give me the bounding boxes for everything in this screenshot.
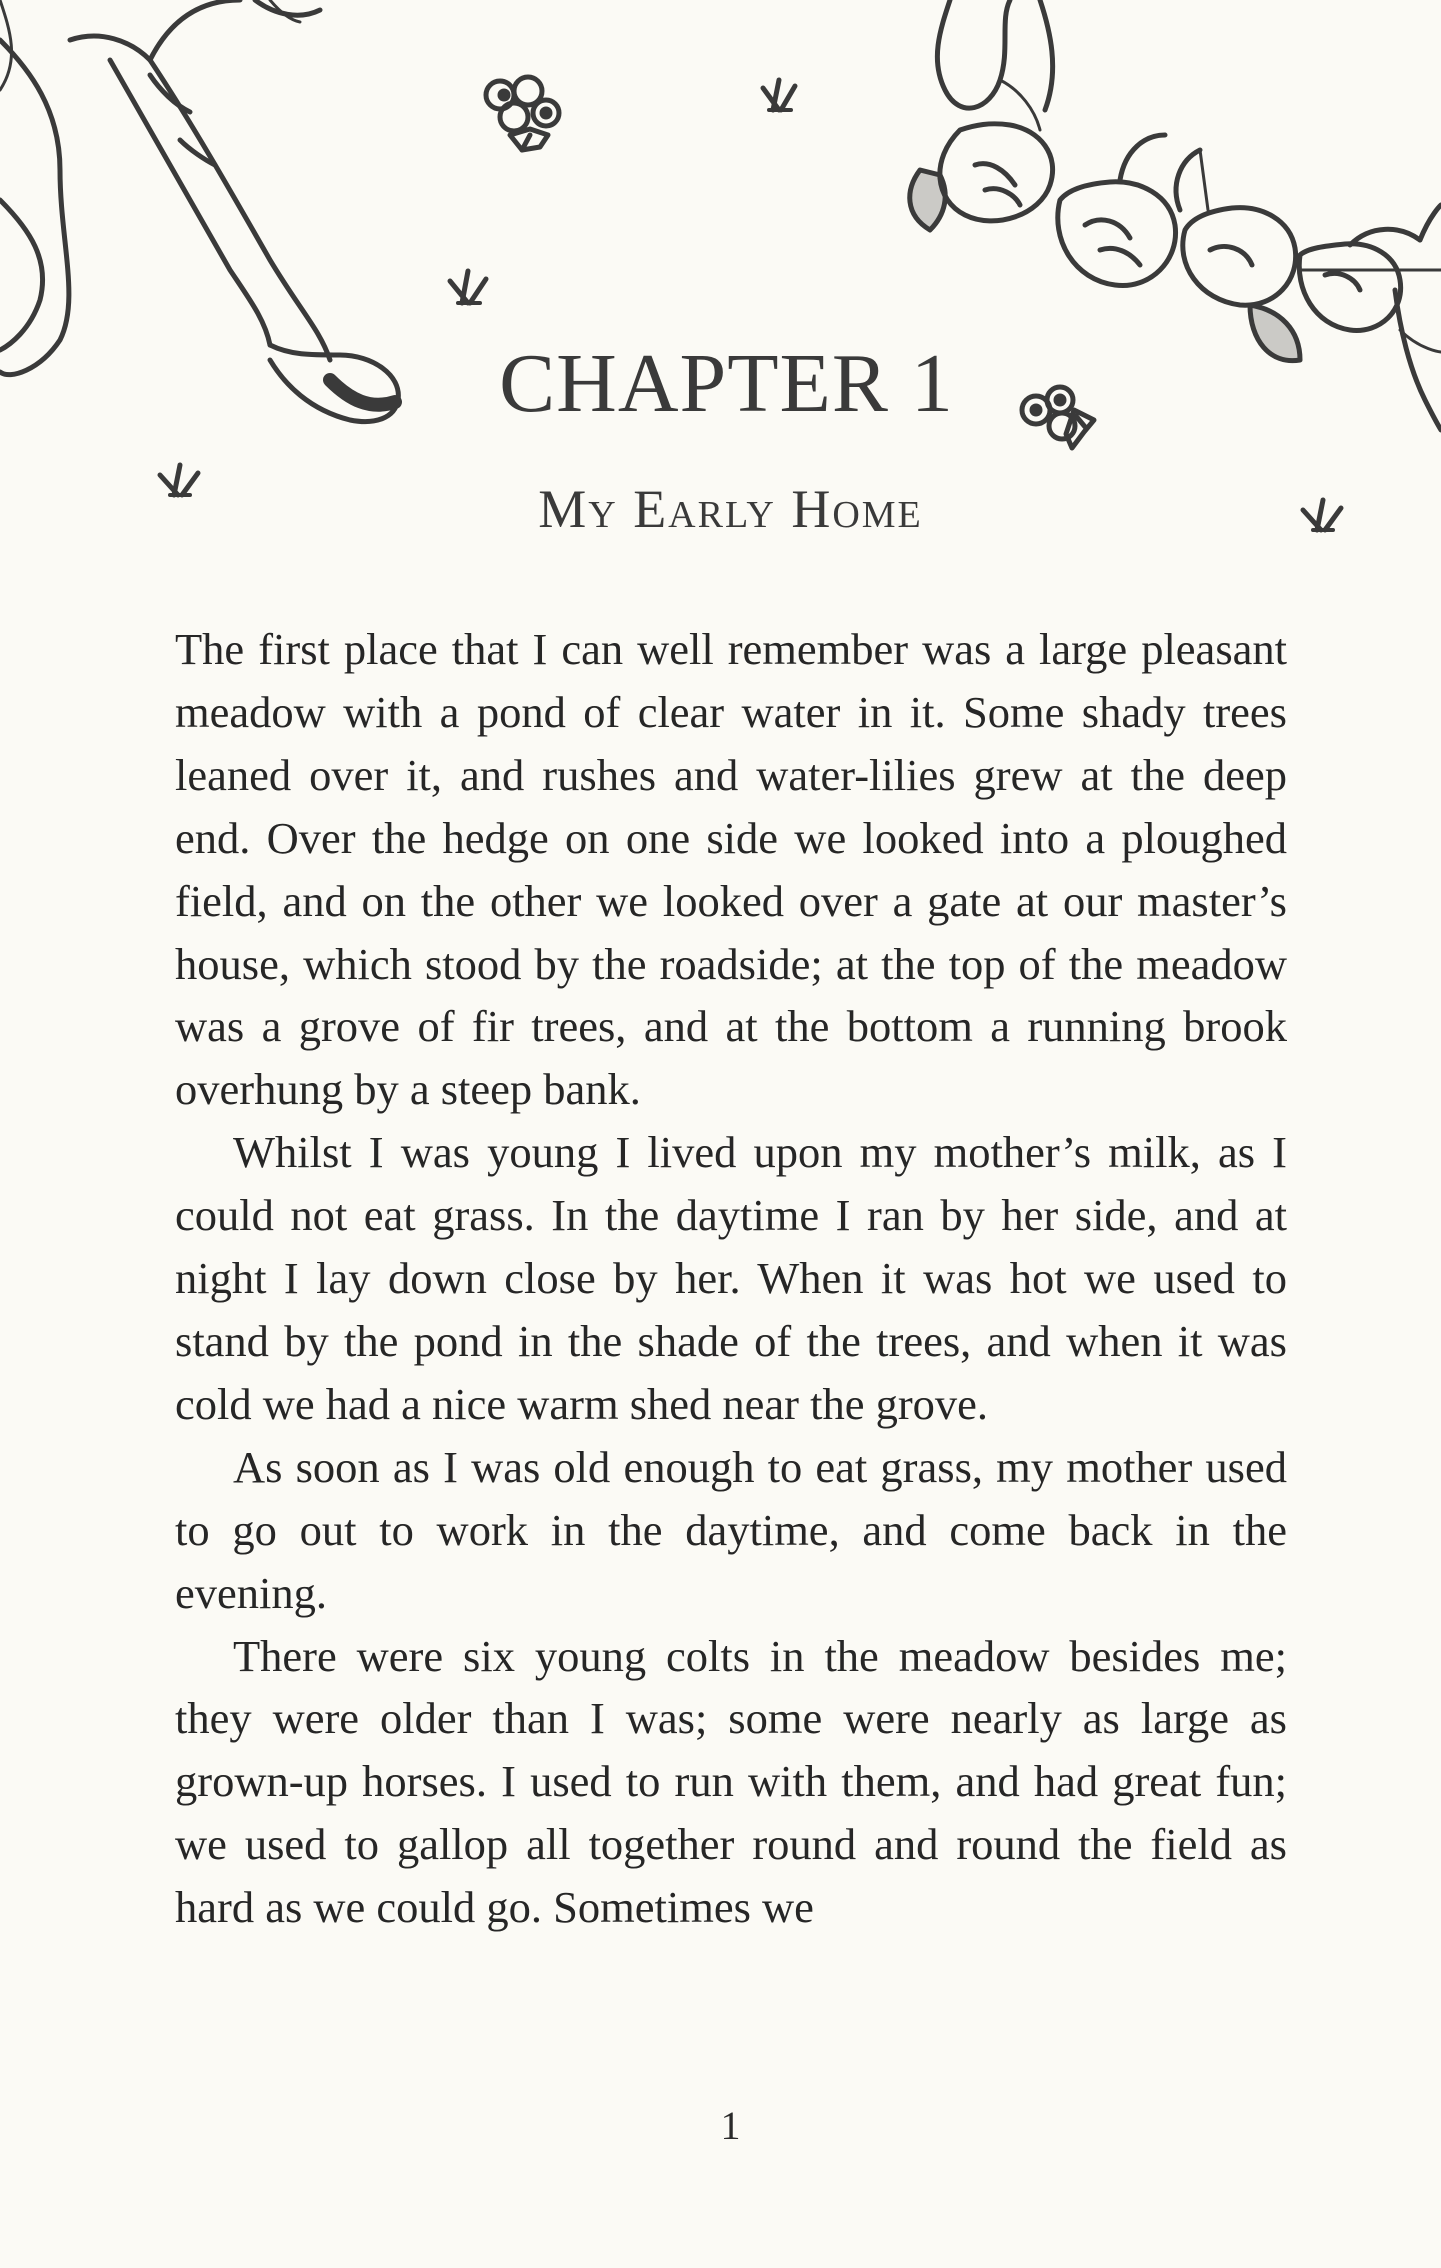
flower-icon bbox=[486, 77, 559, 150]
grass-tuft-icon bbox=[763, 80, 795, 110]
chapter-heading-text: CHAPTER 1 bbox=[499, 337, 954, 430]
grass-tuft-icon bbox=[450, 271, 486, 303]
body-text bbox=[175, 618, 1287, 1939]
page-number-text: 1 bbox=[720, 2103, 741, 2148]
chapter-title bbox=[0, 478, 1441, 540]
paragraph-1: The first place that I can well remember was a large pleasant meadow with a pond of clear water in it. Some shady trees leaned over it, and rushes and water-lilies grew at the deep end. Over the hedge on one side we looked into a ploughed field, and on the other we looked over a gate at our master’s house, which stood by the roadside; at the top of the meadow was a grove of fir trees, and at the bottom a running brook overhung by a steep bank. bbox=[175, 624, 1287, 1115]
chapter-illustration bbox=[0, 0, 1441, 560]
paragraph-3: As soon as I was old enough to eat grass, my mother used to go out to work in the daytime, and come back in the evening. bbox=[175, 1441, 1287, 1618]
page-number bbox=[0, 2102, 1441, 2149]
paragraph-2: Whilst I was young I lived upon my mother’s milk, as I could not eat grass. In the daytime I ran by her side, and at night I lay down close by her. When it was hot we used to stand by the pond in the shade of the trees, and when it was cold we had a nice warm shed near the grove. bbox=[175, 1127, 1287, 1429]
chapter-heading bbox=[0, 335, 1441, 432]
paragraph-4: There were six young colts in the meadow besides me; they were older than I was; some were nearly as large as grown-up horses. I used to run with them, and had great fun; we used to gallop all together round and round the field as hard as we could go. Sometimes we bbox=[175, 1630, 1287, 1933]
chapter-title-text: My Early Home bbox=[538, 479, 923, 539]
